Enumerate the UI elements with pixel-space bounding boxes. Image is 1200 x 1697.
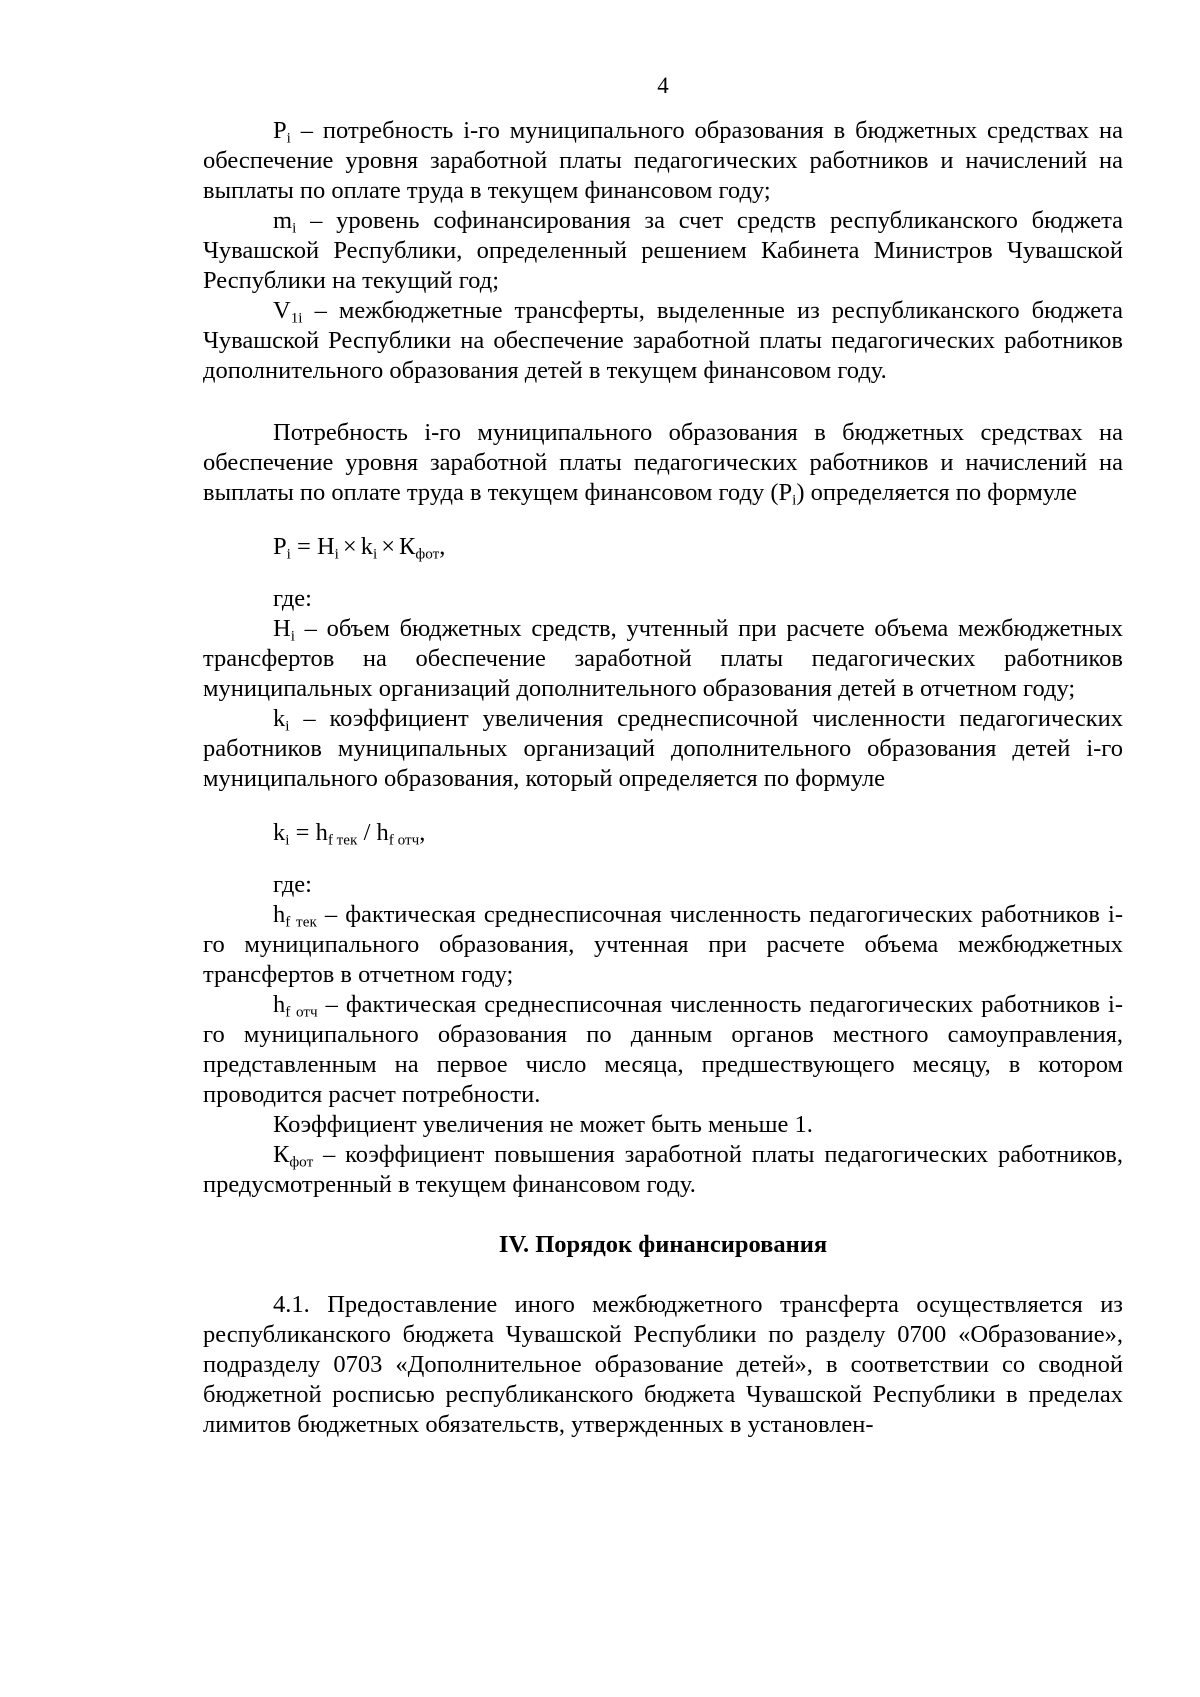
symbol: m	[273, 207, 293, 234]
formula-end: ,	[439, 533, 446, 560]
formula-subscript: i	[285, 831, 290, 849]
page-number: 4	[657, 73, 669, 98]
formula-symbol: h	[315, 819, 328, 846]
definition-k-i	[203, 704, 1123, 794]
definition-text: – коэффициент повышения заработной платы педагогических работников, предусмотренный в текущем финансовом году.	[203, 1141, 1123, 1198]
definition-k-fot	[203, 1140, 1123, 1200]
formula-times: ×	[342, 533, 357, 560]
formula-equals: =	[289, 819, 316, 846]
need-paragraph	[203, 418, 1123, 508]
formula-divide: /	[357, 819, 377, 846]
symbol: К	[273, 1141, 290, 1168]
symbol: k	[273, 705, 286, 732]
definition-p-i	[203, 116, 1123, 206]
formula-symbol: К	[399, 533, 416, 560]
where-label: где:	[273, 871, 312, 898]
definition-h-f-tek	[203, 900, 1123, 990]
formula-subscript: i	[372, 545, 378, 563]
symbol-subscript: i	[792, 491, 797, 509]
definition-text: – фактическая среднесписочная численность педагогических работников i-го муниципального образования, учтенная при расчете объема межбюджетных трансфертов в отчетном году;	[203, 901, 1123, 988]
symbol-subscript: i	[286, 129, 291, 147]
definition-text: – фактическая среднесписочная численность педагогических работников i-го муниципального образования по данным органов местного самоуправления, представленным на первое число месяца, предшествующего месяцу, в котором проводится расчет потребности.	[203, 991, 1123, 1108]
definition-text: – потребность i-го муниципального образования в бюджетных средствах на обеспечение уровня заработной платы педагогических работников и начислений на выплаты по оплате труда в текущем финансовом году;	[203, 117, 1123, 204]
formula-subscript: f отч	[388, 831, 420, 849]
document-body	[203, 116, 1123, 1440]
definition-v-1i	[203, 296, 1123, 386]
formula-symbol: P	[273, 533, 287, 560]
coefficient-note: Коэффициент увеличения не может быть меньше 1.	[273, 1111, 813, 1138]
formula-times: ×	[381, 533, 396, 560]
formula-symbol: k	[360, 533, 373, 560]
document-page	[203, 0, 1123, 1697]
paragraph-text-end: ) определяется по формуле	[796, 479, 1078, 506]
symbol-subscript: f тек	[285, 913, 317, 931]
formula-subscript: фот	[415, 545, 440, 563]
symbol-subscript: фот	[289, 1153, 314, 1171]
formula-subscript: i	[334, 545, 339, 563]
symbol-subscript: f отч	[285, 1003, 318, 1021]
symbol: h	[273, 991, 286, 1018]
definition-h-i	[203, 614, 1123, 704]
symbol-subscript: 1i	[290, 309, 303, 327]
formula-symbol: h	[376, 819, 389, 846]
symbol: V	[273, 297, 291, 324]
formula-subscript: i	[286, 545, 291, 563]
section-heading: IV. Порядок финансирования	[498, 1231, 828, 1258]
definition-text: – объем бюджетных средств, учтенный при расчете объема межбюджетных трансфертов на обеспечение заработной платы педагогических работников муниципальных организаций дополнительного образования детей в отчетном году;	[203, 615, 1123, 702]
symbol-subscript: i	[290, 627, 295, 645]
formula-k-i	[273, 818, 1123, 848]
formula-end: ,	[419, 819, 426, 846]
formula-subscript: f тек	[327, 831, 358, 849]
where-label: где:	[273, 585, 312, 612]
definition-text: – коэффициент увеличения среднесписочной численности педагогических работников муниципальных организаций дополнительного образования детей i-го муниципального образования, который определяется по формуле	[203, 705, 1123, 792]
symbol-subscript: i	[292, 219, 297, 237]
symbol: P	[273, 117, 287, 144]
formula-symbol: k	[273, 819, 286, 846]
formula-p-i	[273, 532, 1123, 562]
symbol-subscript: i	[285, 717, 290, 735]
symbol: h	[273, 901, 286, 928]
formula-equals: =	[290, 533, 317, 560]
definition-m-i	[203, 206, 1123, 296]
definition-text: – уровень софинансирования за счет средств республиканского бюджета Чувашской Республики, определенный решением Кабинета Министров Чувашской Республики на текущий год;	[203, 207, 1123, 294]
paragraph-4-1: 4.1. Предоставление иного межбюджетного трансферта осуществляется из республиканского бюджета Чувашской Республики по разделу 0700 «Образование», подразделу 0703 «Дополнительное образование детей», в соответствии со сводной бюджетной росписью республиканского бюджета Чувашской Республики в пределах лимитов бюджетных обязательств, утвержденных в установлен-	[203, 1291, 1123, 1438]
symbol: H	[273, 615, 291, 642]
paragraph-text: Потребность i-го муниципального образования в бюджетных средствах на обеспечение уровня заработной платы педагогических работников и начислений на выплаты по оплате труда в текущем финансовом году (P	[203, 419, 1123, 506]
definition-text: – межбюджетные трансферты, выделенные из республиканского бюджета Чувашской Республики на обеспечение заработной платы педагогических работников дополнительного образования детей в текущем финансовом году.	[203, 297, 1123, 384]
definition-h-f-otch	[203, 990, 1123, 1110]
formula-symbol: H	[316, 533, 335, 560]
